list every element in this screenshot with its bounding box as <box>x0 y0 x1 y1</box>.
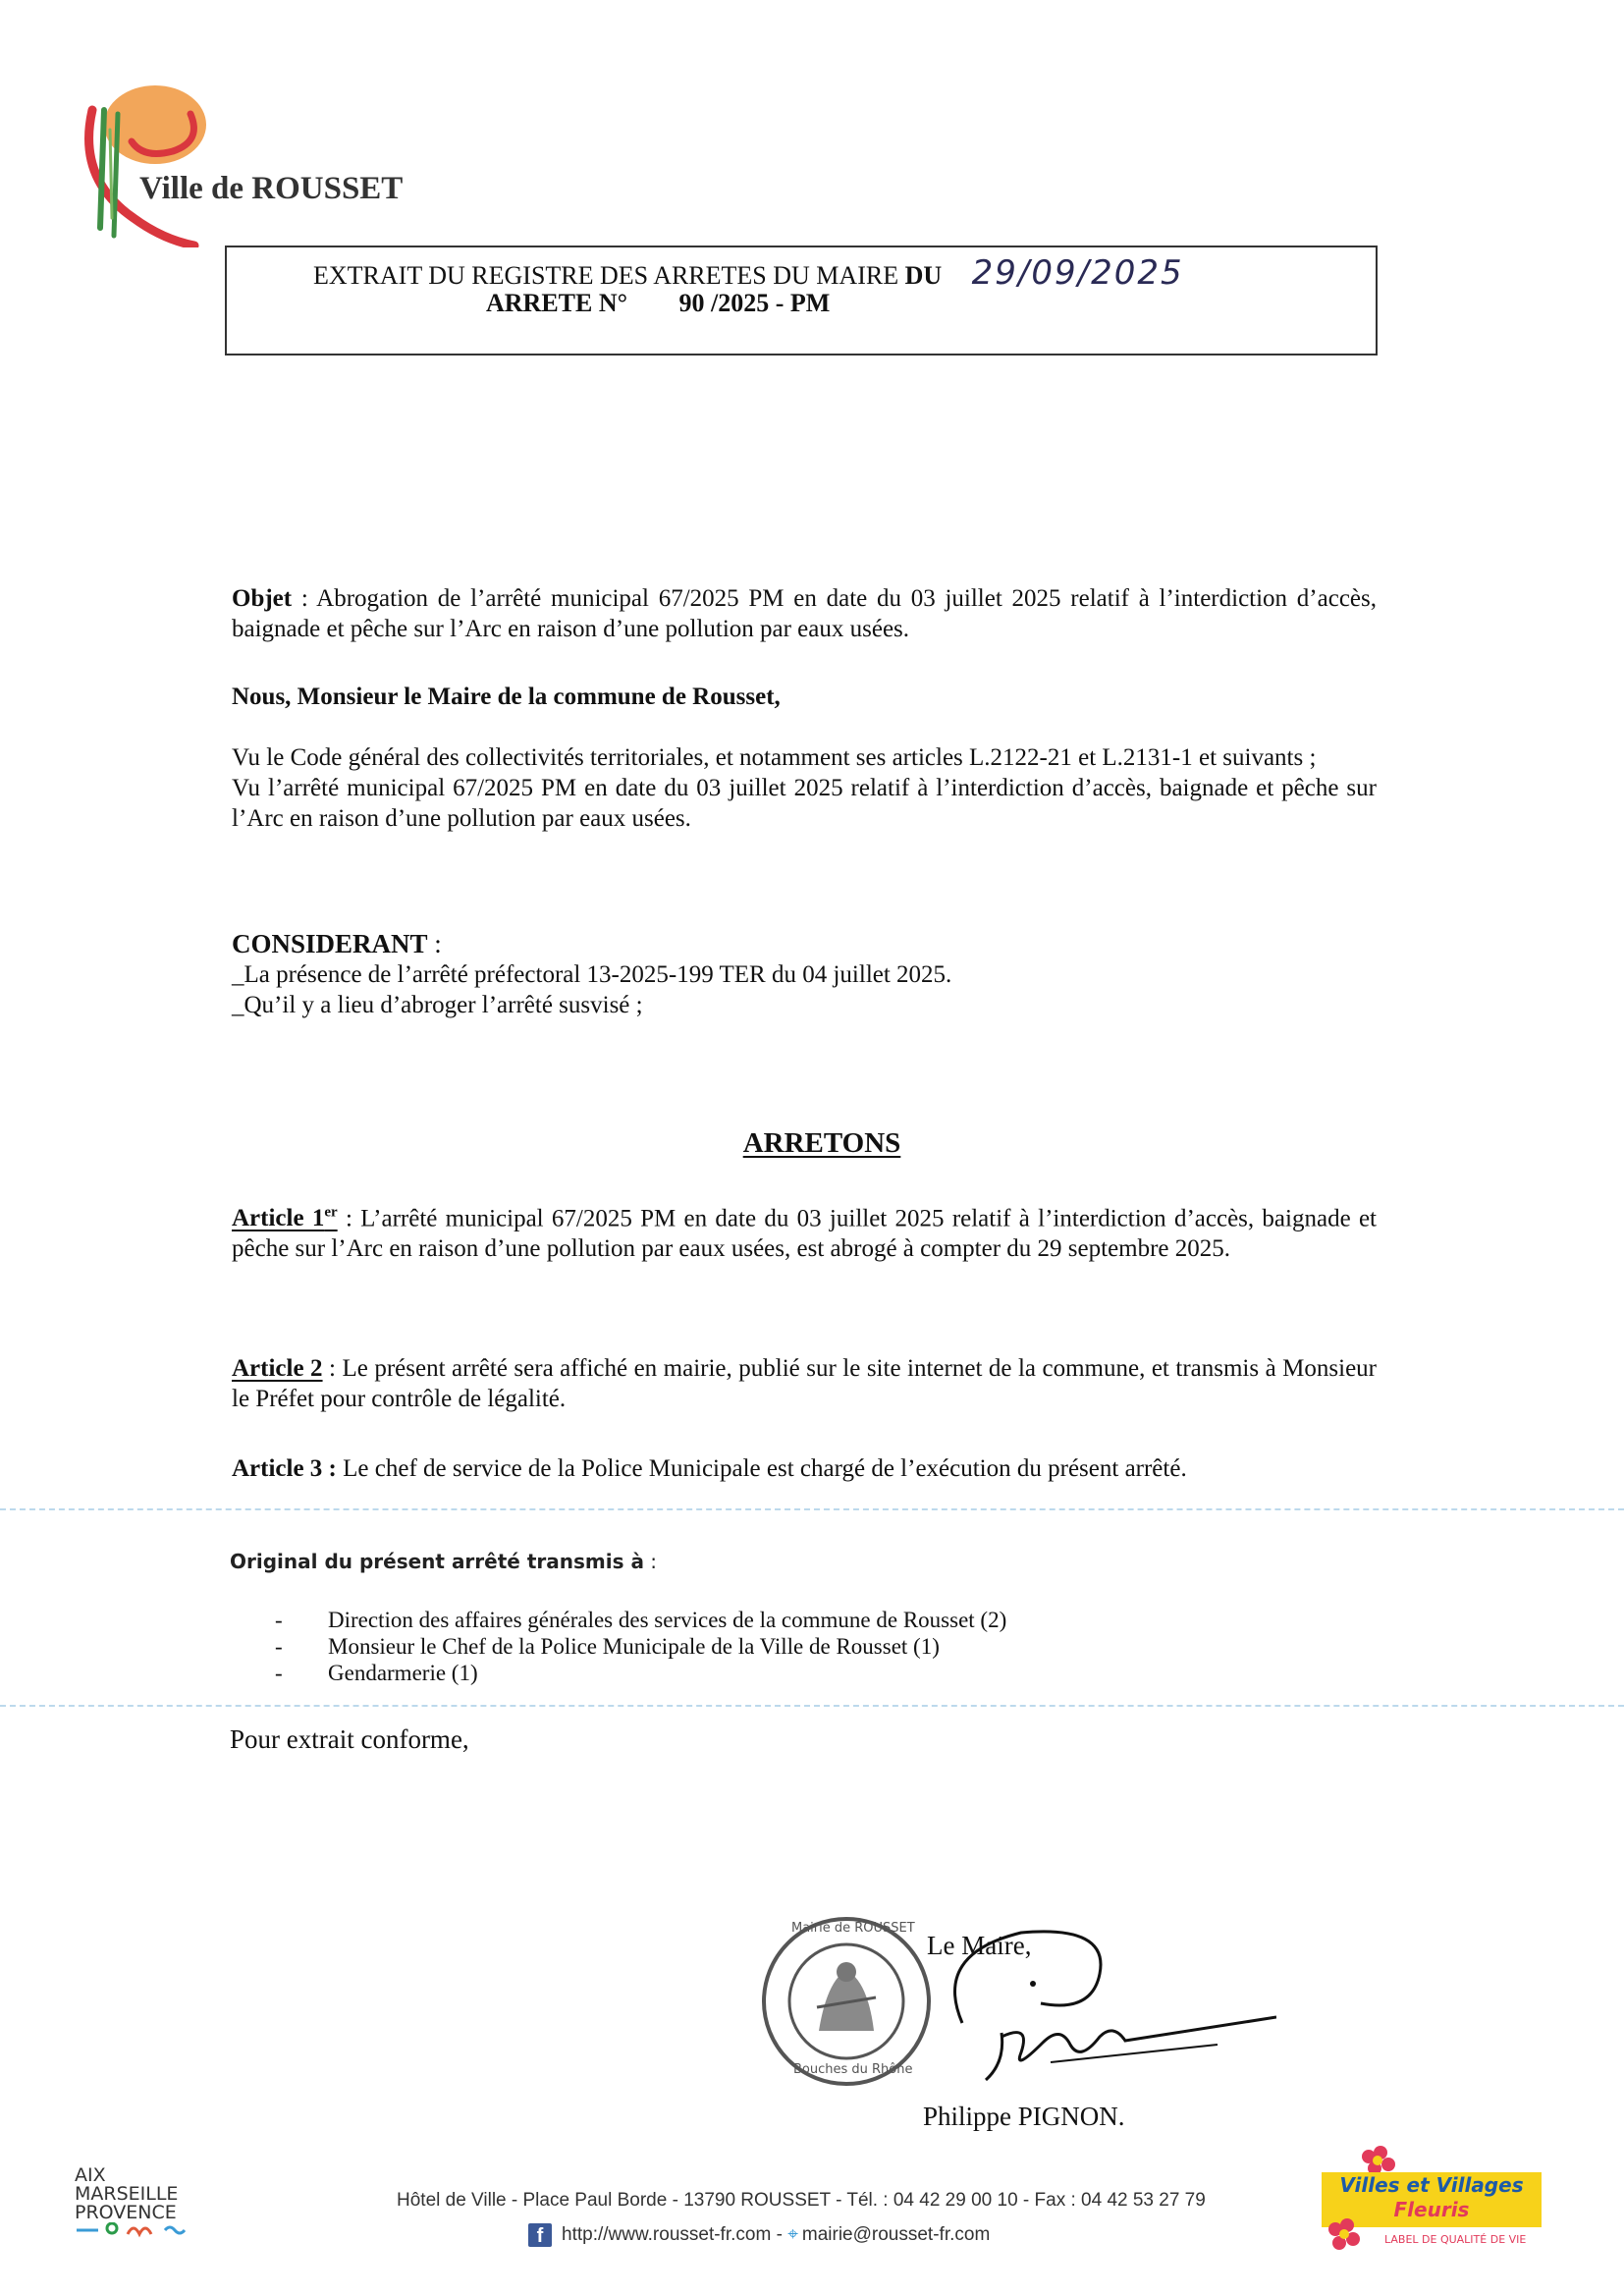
arrete-number-line <box>486 289 830 318</box>
article-2-text: : Le présent arrêté sera affiché en mairie, publié sur le site internet de la commune, et transmis à Monsieur le Préfet pour contrôle de légalité. <box>232 1355 1377 1412</box>
register-title: EXTRAIT DU REGISTRE DES ARRETES DU MAIRE <box>313 261 899 290</box>
metropole-logo <box>75 2166 232 2242</box>
mayor-signature-icon <box>903 1915 1276 2102</box>
stamp-text-bottom: Bouches du Rhône <box>793 2062 913 2077</box>
article-3 <box>232 1453 1377 1484</box>
register-du: DU <box>904 261 943 290</box>
flower-icon <box>1326 2217 1365 2255</box>
article-2 <box>232 1353 1377 1414</box>
arretons-heading: ARRETONS <box>742 1127 901 1159</box>
vu-section <box>232 742 1377 834</box>
considerant-heading <box>232 929 1377 959</box>
villes-fleuris-logo <box>1322 2145 1543 2255</box>
contact-separator: - <box>771 2224 788 2246</box>
considerant-section <box>232 929 1377 1020</box>
considerant-label: CONSIDERANT <box>232 929 428 958</box>
considerant-colon: : <box>427 929 442 958</box>
recipient-item: - Monsieur le Chef de la Police Municipale de la Ville de Rousset (1) <box>275 1633 1159 1660</box>
objet-text: : Abrogation de l’arrêté municipal 67/2025 PM en date du 03 juillet 2025 relatif à l’interdiction d’accès, baignade et pêche sur l’Arc en raison d’une pollution par eaux usées. <box>232 585 1377 642</box>
arrete-number: 90 /2025 - PM <box>678 289 831 317</box>
arrete-label: ARRETE N° <box>486 289 628 317</box>
metropole-wave-icon <box>75 2222 212 2238</box>
article-1 <box>232 1198 1377 1264</box>
town-name: Ville de ROUSSET <box>139 171 404 206</box>
mayor-intro: Nous, Monsieur le Maire de la commune de Rousset, <box>232 683 781 710</box>
vu-item: Vu l’arrêté municipal 67/2025 PM en date du 03 juillet 2025 relatif à l’interdiction d’accès, baignade et pêche sur l’Arc en raison d’une pollution par eaux usées. <box>232 775 1377 832</box>
mayor-title: Le Maire, <box>927 1931 1032 1960</box>
label-subtitle: Fleuris <box>1393 2198 1470 2221</box>
metropole-logo-line: MARSEILLE <box>75 2183 179 2205</box>
website-link[interactable]: http://www.rousset-fr.com <box>562 2224 772 2246</box>
metropole-logo-line: PROVENCE <box>75 2202 177 2223</box>
stamp-text-top: Mairie de ROUSSET <box>791 1921 915 1936</box>
footer-contact <box>528 2223 990 2247</box>
recipient-item: - Gendarmerie (1) <box>275 1660 1159 1686</box>
article-1-text: : L’arrêté municipal 67/2025 PM en date du 03 juillet 2025 relatif à l’interdiction d’accès, baignade et pêche sur l’Arc en raison d’une pollution par eaux usées, est abrogé à compter du 29 septembre 2025. <box>232 1205 1377 1263</box>
article-3-text: Le chef de service de la Police Municipale est chargé de l’exécution du présent arrêté. <box>336 1455 1187 1482</box>
register-title-line <box>313 253 1184 293</box>
mouse-icon: ⌖ <box>787 2224 798 2246</box>
mayor-name: Philippe PIGNON. <box>923 2102 1125 2131</box>
recipient-list <box>275 1607 1159 1686</box>
considerant-item: _Qu’il y a lieu d’abroger l’arrêté susvisé ; <box>232 992 643 1018</box>
article-3-label: Article 3 : <box>232 1455 337 1482</box>
label-title: Villes et Villages <box>1339 2173 1524 2197</box>
label-tagline: LABEL DE QUALITÉ DE VIE <box>1384 2233 1527 2246</box>
town-logo <box>75 71 212 247</box>
register-title-box <box>225 246 1378 355</box>
considerant-item: _La présence de l’arrêté préfectoral 13-2025-199 TER du 04 juillet 2025. <box>232 961 952 988</box>
facebook-icon[interactable]: f <box>528 2223 552 2247</box>
pour-extrait-conforme: Pour extrait conforme, <box>230 1724 469 1754</box>
objet-label: Objet <box>232 585 293 612</box>
objet-paragraph <box>232 583 1377 644</box>
footer-address: Hôtel de Ville - Place Paul Borde - 13790 ROUSSET - Tél. : 04 42 29 00 10 - Fax : 04 42 53 27 79 <box>397 2190 1206 2211</box>
vu-item: Vu le Code général des collectivités territoriales, et notamment ses articles L.2122-21 et L.2131-1 et suivants ; <box>232 744 1317 771</box>
article-1-label: Article 1er <box>232 1205 338 1232</box>
recipient-item: - Direction des affaires générales des services de la commune de Rousset (2) <box>275 1607 1159 1633</box>
metropole-logo-line: AIX <box>75 2164 106 2186</box>
scan-divider <box>0 1705 1624 1707</box>
transmis-title: Original du présent arrêté transmis à : <box>230 1550 658 1573</box>
article-2-label: Article 2 <box>232 1355 323 1382</box>
scan-divider <box>0 1508 1624 1510</box>
handwritten-date: 29/09/2025 <box>971 253 1184 293</box>
town-emblem-icon <box>75 71 212 247</box>
email-link[interactable]: mairie@rousset-fr.com <box>801 2224 991 2246</box>
